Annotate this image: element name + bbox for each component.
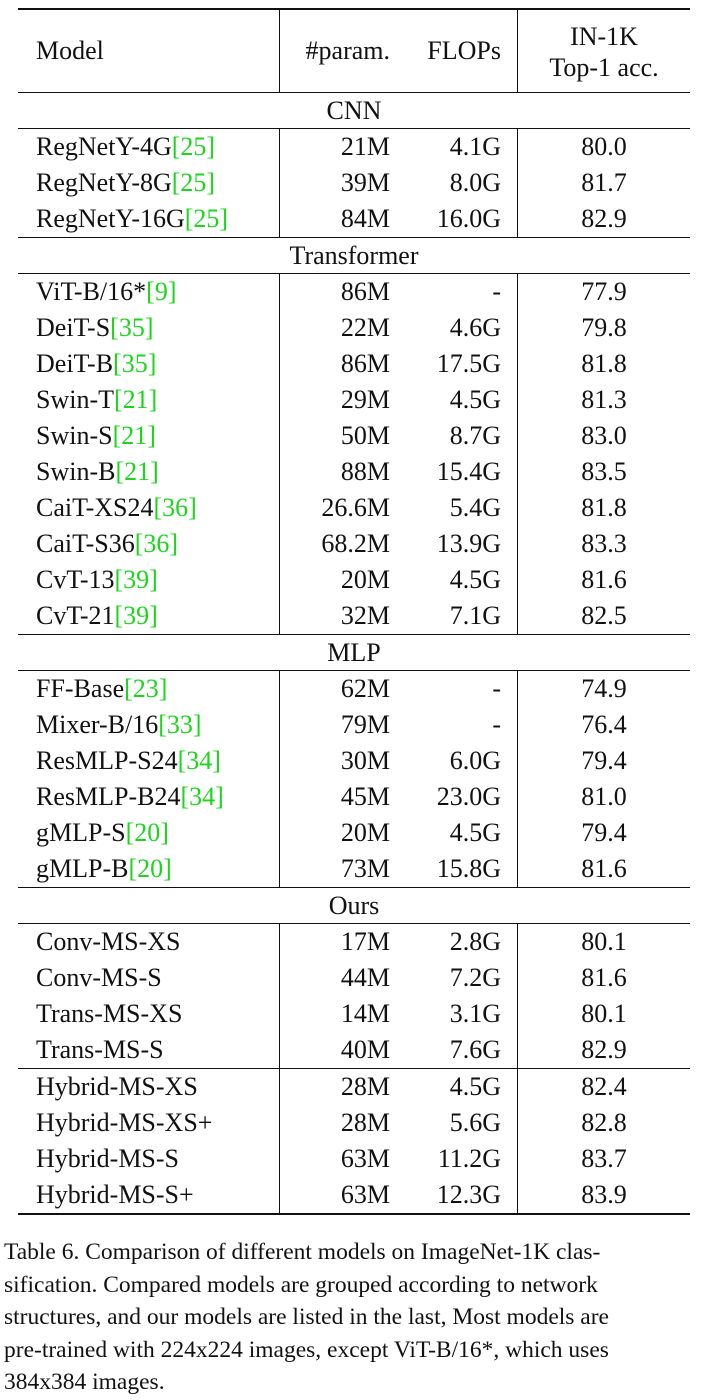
accuracy-cell: 83.3 xyxy=(581,529,627,558)
model-name: Conv-MS-XS xyxy=(36,927,181,956)
flops-cell: 5.6G xyxy=(398,1105,518,1141)
flops-cell: 4.6G xyxy=(398,310,518,346)
params-cell: 62M xyxy=(340,674,390,703)
params-cell: 17M xyxy=(340,927,390,956)
flops-cell: 4.5G xyxy=(398,815,518,851)
accuracy-cell: 80.0 xyxy=(581,132,627,161)
model-name: Mixer-B/16 xyxy=(36,710,159,739)
citation-ref: [21] xyxy=(115,457,159,486)
header-accuracy-line2: Top-1 acc. xyxy=(549,53,659,82)
citation-ref: [23] xyxy=(124,674,168,703)
table-row xyxy=(18,1141,690,1177)
model-cell xyxy=(18,924,280,960)
model-cell xyxy=(18,526,280,562)
table-row xyxy=(18,562,690,598)
params-cell: 86M xyxy=(340,349,390,378)
table-group xyxy=(18,93,690,237)
flops-cell: 3.1G xyxy=(398,996,518,1032)
accuracy-cell: 77.9 xyxy=(581,277,627,306)
flops-cell: 12.3G xyxy=(398,1177,518,1213)
params-cell: 22M xyxy=(340,313,390,342)
table-row xyxy=(18,851,690,887)
citation-ref: [35] xyxy=(110,313,154,342)
model-cell xyxy=(18,129,280,165)
params-cell: 21M xyxy=(340,132,390,161)
table-row xyxy=(18,1032,690,1068)
model-cell xyxy=(18,1105,280,1141)
table-row xyxy=(18,960,690,996)
flops-cell: 15.4G xyxy=(398,454,518,490)
table-subgroup xyxy=(18,129,690,237)
table-row xyxy=(18,1105,690,1141)
model-cell xyxy=(18,165,280,201)
model-name: Conv-MS-S xyxy=(36,963,162,992)
model-name: Swin-T xyxy=(36,385,114,414)
model-name: Hybrid-MS-S xyxy=(36,1144,180,1173)
citation-ref: [20] xyxy=(128,854,172,883)
table-header-row xyxy=(18,10,690,93)
accuracy-cell: 79.4 xyxy=(581,746,627,775)
accuracy-cell: 82.8 xyxy=(581,1108,627,1137)
params-cell: 20M xyxy=(340,818,390,847)
table-row xyxy=(18,490,690,526)
params-cell: 30M xyxy=(340,746,390,775)
accuracy-cell: 79.4 xyxy=(581,818,627,847)
table-row xyxy=(18,1069,690,1105)
params-cell: 50M xyxy=(340,421,390,450)
model-cell xyxy=(18,960,280,996)
accuracy-cell: 83.7 xyxy=(581,1144,627,1173)
accuracy-cell: 81.6 xyxy=(581,565,627,594)
model-cell xyxy=(18,1177,280,1213)
caption-line: Table 6. Comparison of different models on ImageNet-1K clas- xyxy=(4,1239,601,1265)
params-cell: 20M xyxy=(340,565,390,594)
group-title: Ours xyxy=(18,888,690,924)
params-cell: 79M xyxy=(340,710,390,739)
table-row xyxy=(18,707,690,743)
table-subgroup xyxy=(18,671,690,887)
model-name: ResMLP-B24 xyxy=(36,782,181,811)
table-row xyxy=(18,779,690,815)
accuracy-cell: 81.8 xyxy=(581,493,627,522)
accuracy-cell: 81.0 xyxy=(581,782,627,811)
accuracy-cell: 81.3 xyxy=(581,385,627,414)
model-cell xyxy=(18,996,280,1032)
model-name: Hybrid-MS-XS xyxy=(36,1072,198,1101)
flops-cell: 4.5G xyxy=(398,1069,518,1105)
flops-cell: - xyxy=(398,707,518,743)
accuracy-cell: 82.9 xyxy=(581,204,627,233)
flops-cell: 4.5G xyxy=(398,562,518,598)
model-name: Trans-MS-XS xyxy=(36,999,183,1028)
accuracy-cell: 79.8 xyxy=(581,313,627,342)
params-cell: 63M xyxy=(340,1144,390,1173)
flops-cell: - xyxy=(398,274,518,310)
accuracy-cell: 83.0 xyxy=(581,421,627,450)
model-name: Trans-MS-S xyxy=(36,1035,164,1064)
model-cell xyxy=(18,562,280,598)
header-model: Model xyxy=(18,10,280,92)
accuracy-cell: 82.5 xyxy=(581,601,627,630)
model-name: gMLP-S xyxy=(36,818,126,847)
table-row xyxy=(18,996,690,1032)
accuracy-cell: 80.1 xyxy=(581,999,627,1028)
model-name: RegNetY-8G xyxy=(36,168,172,197)
model-cell xyxy=(18,382,280,418)
table-row xyxy=(18,346,690,382)
table-row xyxy=(18,743,690,779)
table-group xyxy=(18,237,690,634)
flops-cell: 17.5G xyxy=(398,346,518,382)
model-name: Swin-B xyxy=(36,457,116,486)
citation-ref: [33] xyxy=(158,710,202,739)
flops-cell: 15.8G xyxy=(398,851,518,887)
table-body xyxy=(18,93,690,1213)
accuracy-cell: 81.8 xyxy=(581,349,627,378)
citation-ref: [25] xyxy=(171,168,216,197)
table-subgroup xyxy=(18,274,690,634)
header-accuracy-line1: IN-1K xyxy=(570,22,638,51)
model-cell xyxy=(18,418,280,454)
flops-cell: 11.2G xyxy=(398,1141,518,1177)
accuracy-cell: 81.6 xyxy=(581,854,627,883)
table-row xyxy=(18,526,690,562)
model-cell xyxy=(18,201,280,237)
params-cell: 14M xyxy=(340,999,390,1028)
flops-cell: 7.6G xyxy=(398,1032,518,1068)
model-name: ViT-B/16* xyxy=(36,277,147,306)
citation-ref: [21] xyxy=(114,385,158,414)
flops-cell: - xyxy=(398,671,518,707)
params-cell: 45M xyxy=(340,782,390,811)
flops-cell: 5.4G xyxy=(398,490,518,526)
params-cell: 40M xyxy=(340,1035,390,1064)
model-name: CvT-21 xyxy=(36,601,115,630)
flops-cell: 7.2G xyxy=(398,960,518,996)
table-row xyxy=(18,310,690,346)
model-name: CaiT-XS24 xyxy=(36,493,154,522)
table-subgroup xyxy=(18,1068,690,1213)
model-name: FF-Base xyxy=(36,674,125,703)
model-name: Hybrid-MS-XS+ xyxy=(36,1108,213,1137)
model-cell xyxy=(18,1032,280,1068)
model-name: gMLP-B xyxy=(36,854,129,883)
header-params: #param. xyxy=(305,36,390,65)
params-cell: 73M xyxy=(340,854,390,883)
accuracy-cell: 82.9 xyxy=(581,1035,627,1064)
model-cell xyxy=(18,707,280,743)
group-title: MLP xyxy=(18,635,690,671)
model-name: Swin-S xyxy=(36,421,113,450)
table-row xyxy=(18,671,690,707)
flops-cell: 7.1G xyxy=(398,598,518,634)
accuracy-cell: 76.4 xyxy=(581,710,627,739)
table-row xyxy=(18,382,690,418)
model-cell xyxy=(18,346,280,382)
flops-cell: 4.5G xyxy=(398,382,518,418)
model-cell xyxy=(18,1069,280,1105)
accuracy-cell: 74.9 xyxy=(581,674,627,703)
table-group xyxy=(18,634,690,887)
accuracy-cell: 81.6 xyxy=(581,963,627,992)
caption-line: 384x384 images. xyxy=(4,1369,165,1395)
table-row xyxy=(18,129,690,165)
group-title: Transformer xyxy=(18,238,690,274)
accuracy-cell: 83.5 xyxy=(581,457,627,486)
params-cell: 32M xyxy=(340,601,390,630)
table-group xyxy=(18,887,690,1213)
params-cell: 88M xyxy=(340,457,390,486)
model-cell xyxy=(18,274,280,310)
flops-cell: 8.0G xyxy=(398,165,518,201)
params-cell: 28M xyxy=(340,1108,390,1137)
params-cell: 29M xyxy=(340,385,390,414)
table-row xyxy=(18,924,690,960)
params-cell: 86M xyxy=(340,277,390,306)
flops-cell: 2.8G xyxy=(398,924,518,960)
params-cell: 28M xyxy=(340,1072,390,1101)
table-row xyxy=(18,274,690,310)
citation-ref: [36] xyxy=(153,493,197,522)
caption-line: pre-trained with 224x224 images, except ViT-B/16*, which uses xyxy=(4,1336,609,1363)
table-row xyxy=(18,598,690,634)
accuracy-cell: 80.1 xyxy=(581,927,627,956)
citation-ref: [21] xyxy=(112,421,156,450)
model-name: ResMLP-S24 xyxy=(36,746,178,775)
params-cell: 26.6M xyxy=(321,493,390,522)
table-row xyxy=(18,815,690,851)
citation-ref: [39] xyxy=(114,565,158,594)
params-cell: 39M xyxy=(340,168,390,197)
flops-cell: 6.0G xyxy=(398,743,518,779)
table-caption xyxy=(4,1236,706,1399)
table-row xyxy=(18,201,690,237)
params-cell: 68.2M xyxy=(321,529,390,558)
model-cell xyxy=(18,310,280,346)
citation-ref: [25] xyxy=(171,132,216,161)
caption-line: structures, and our models are listed in the last, Most models are xyxy=(4,1304,609,1330)
model-cell xyxy=(18,779,280,815)
model-cell xyxy=(18,671,280,707)
table-row xyxy=(18,1177,690,1213)
params-cell: 84M xyxy=(340,204,390,233)
flops-cell: 4.1G xyxy=(398,129,518,165)
citation-ref: [36] xyxy=(134,529,179,558)
citation-ref: [34] xyxy=(180,782,224,811)
model-name: RegNetY-16G xyxy=(36,204,185,233)
model-name: RegNetY-4G xyxy=(36,132,172,161)
accuracy-cell: 83.9 xyxy=(581,1180,627,1209)
params-cell: 63M xyxy=(340,1180,390,1209)
flops-cell: 8.7G xyxy=(398,418,518,454)
citation-ref: [35] xyxy=(113,349,157,378)
group-title: CNN xyxy=(18,93,690,129)
model-name: CaiT-S36 xyxy=(36,529,135,558)
table-row xyxy=(18,418,690,454)
table-subgroup xyxy=(18,924,690,1068)
citation-ref: [20] xyxy=(125,818,169,847)
comparison-table xyxy=(18,8,690,1215)
header-accuracy xyxy=(518,10,690,92)
caption-line: sification. Compared models are grouped according to network xyxy=(4,1271,598,1298)
model-cell xyxy=(18,743,280,779)
citation-ref: [9] xyxy=(146,277,177,306)
citation-ref: [25] xyxy=(184,204,229,233)
table-row xyxy=(18,165,690,201)
citation-ref: [34] xyxy=(177,746,221,775)
model-cell xyxy=(18,1141,280,1177)
model-cell xyxy=(18,815,280,851)
accuracy-cell: 82.4 xyxy=(581,1072,627,1101)
flops-cell: 23.0G xyxy=(398,779,518,815)
model-cell xyxy=(18,598,280,634)
model-cell xyxy=(18,490,280,526)
accuracy-cell: 81.7 xyxy=(581,168,627,197)
flops-cell: 16.0G xyxy=(398,201,518,237)
model-cell xyxy=(18,851,280,887)
table-row xyxy=(18,454,690,490)
model-cell xyxy=(18,454,280,490)
flops-cell: 13.9G xyxy=(398,526,518,562)
params-cell: 44M xyxy=(340,963,390,992)
citation-ref: [39] xyxy=(114,601,158,630)
model-name: CvT-13 xyxy=(36,565,115,594)
header-flops: FLOPs xyxy=(398,10,518,92)
model-name: DeiT-B xyxy=(36,349,114,378)
model-name: DeiT-S xyxy=(36,313,111,342)
model-name: Hybrid-MS-S+ xyxy=(36,1180,194,1209)
